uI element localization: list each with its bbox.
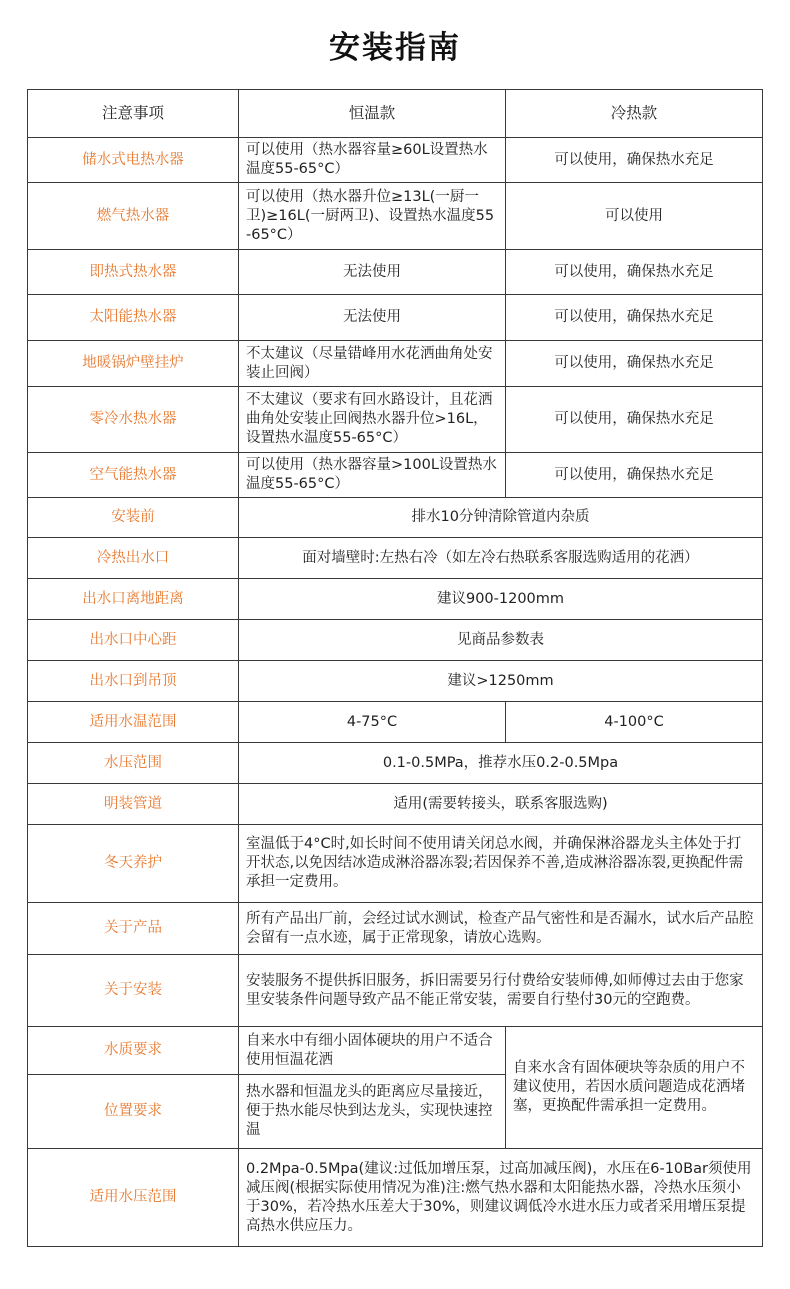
hotcold-cell: 可以使用，确保热水充足: [506, 295, 763, 341]
merged-cell: 适用(需要转接头，联系客服选购): [239, 784, 763, 825]
hotcold-cell: 4-100°C: [506, 702, 763, 743]
row-label: 明装管道: [28, 784, 239, 825]
constant-cell: 不太建议（尽量错峰用水花洒曲角处安装止回阀）: [239, 341, 506, 387]
constant-cell: 无法使用: [239, 295, 506, 341]
merged-cell: 见商品参数表: [239, 620, 763, 661]
merged-cell: 0.2Mpa-0.5Mpa(建议:过低加增压泵，过高加减压阀)，水压在6-10Bar须使用减压阀(根据实际使用情况为准)注:燃气热水器和太阳能热水器，冷热水压须小于30%，若冷热水压差大于30%，则建议调低冷水进水压力或者采用增压泵提高热水供应压力。: [239, 1149, 763, 1247]
row-label: 零冷水热水器: [28, 387, 239, 453]
table-row: [28, 784, 763, 825]
row-label: 空气能热水器: [28, 453, 239, 498]
table-row: [28, 579, 763, 620]
table-row: [28, 341, 763, 387]
row-label: 安装前: [28, 498, 239, 538]
table-row: [28, 138, 763, 183]
row-label: 关于产品: [28, 903, 239, 955]
row-label: 水压范围: [28, 743, 239, 784]
table-row: [28, 661, 763, 702]
row-label: 出水口离地距离: [28, 579, 239, 620]
row-label: 太阳能热水器: [28, 295, 239, 341]
row-label: 储水式电热水器: [28, 138, 239, 183]
table-row: [28, 1149, 763, 1247]
row-label: 适用水温范围: [28, 702, 239, 743]
row-label: 冬天养护: [28, 825, 239, 903]
constant-cell: 可以使用（热水器容量≥60L设置热水温度55-65°C）: [239, 138, 506, 183]
header-hot-cold: 冷热款: [506, 90, 763, 138]
constant-cell: 4-75°C: [239, 702, 506, 743]
row-label: 出水口到吊顶: [28, 661, 239, 702]
merged-cell: 0.1-0.5MPa，推荐水压0.2-0.5Mpa: [239, 743, 763, 784]
row-label: 冷热出水口: [28, 538, 239, 579]
hotcold-cell: 可以使用: [506, 183, 763, 250]
hotcold-cell: 可以使用，确保热水充足: [506, 387, 763, 453]
hotcold-cell: 可以使用，确保热水充足: [506, 453, 763, 498]
table-row: [28, 295, 763, 341]
row-label: 即热式热水器: [28, 250, 239, 295]
install-guide-table: [27, 89, 763, 1247]
row-label: 地暖锅炉壁挂炉: [28, 341, 239, 387]
table-row: [28, 825, 763, 903]
merged-cell: 面对墙壁时:左热右冷（如左冷右热联系客服选购适用的花洒）: [239, 538, 763, 579]
constant-cell: 自来水中有细小固体硬块的用户不适合使用恒温花洒: [239, 1027, 506, 1075]
merged-cell: 所有产品出厂前，会经过试水测试，检查产品气密性和是否漏水，试水后产品腔会留有一点水迹，属于正常现象，请放心选购。: [239, 903, 763, 955]
hotcold-cell: 可以使用，确保热水充足: [506, 341, 763, 387]
row-label: 水质要求: [28, 1027, 239, 1075]
table-row: [28, 538, 763, 579]
row-label: 关于安装: [28, 955, 239, 1027]
merged-cell: 安装服务不提供拆旧服务，拆旧需要另行付费给安装师傅,如师傅过去由于您家里安装条件问题导致产品不能正常安装，需要自行垫付30元的空跑费。: [239, 955, 763, 1027]
hotcold-cell: 可以使用，确保热水充足: [506, 138, 763, 183]
constant-cell: 可以使用（热水器容量>100L设置热水温度55-65°C）: [239, 453, 506, 498]
row-label: 燃气热水器: [28, 183, 239, 250]
merged-cell: 室温低于4°C时,如长时间不使用请关闭总水阀，并确保淋浴器龙头主体处于打开状态,以免因结冰造成淋浴器冻裂;若因保养不善,造成淋浴器冻裂,更换配件需承担一定费用。: [239, 825, 763, 903]
merged-cell: 建议>1250mm: [239, 661, 763, 702]
header-constant-temp: 恒温款: [239, 90, 506, 138]
table-row: [28, 250, 763, 295]
hotcold-cell: 可以使用，确保热水充足: [506, 250, 763, 295]
table-row: [28, 702, 763, 743]
header-notes: 注意事项: [28, 90, 239, 138]
page-title: 安装指南: [329, 30, 461, 66]
table-row: [28, 183, 763, 250]
table-row: [28, 387, 763, 453]
hotcold-merged-cell: 自来水含有固体硬块等杂质的用户不建议使用，若因水质问题造成花洒堵塞，更换配件需承担一定费用。: [506, 1027, 763, 1149]
constant-cell: 可以使用（热水器升位≥13L(一厨一卫)≥16L(一厨两卫)、设置热水温度55-65°C）: [239, 183, 506, 250]
row-label: 出水口中心距: [28, 620, 239, 661]
table-header-row: [28, 90, 763, 138]
merged-cell: 建议900-1200mm: [239, 579, 763, 620]
merged-cell: 排水10分钟清除管道内杂质: [239, 498, 763, 538]
table-row: [28, 903, 763, 955]
table-row: [28, 453, 763, 498]
table-row: [28, 743, 763, 784]
row-label: 适用水压范围: [28, 1149, 239, 1247]
constant-cell: 热水器和恒温龙头的距离应尽量接近，便于热水能尽快到达龙头，实现快速控温: [239, 1075, 506, 1149]
table-row: [28, 1027, 763, 1075]
table-row: [28, 620, 763, 661]
constant-cell: 不太建议（要求有回水路设计，且花洒曲角处安装止回阀热水器升位>16L，设置热水温度55-65°C）: [239, 387, 506, 453]
row-label: 位置要求: [28, 1075, 239, 1149]
table-row: [28, 955, 763, 1027]
table-row: [28, 498, 763, 538]
constant-cell: 无法使用: [239, 250, 506, 295]
